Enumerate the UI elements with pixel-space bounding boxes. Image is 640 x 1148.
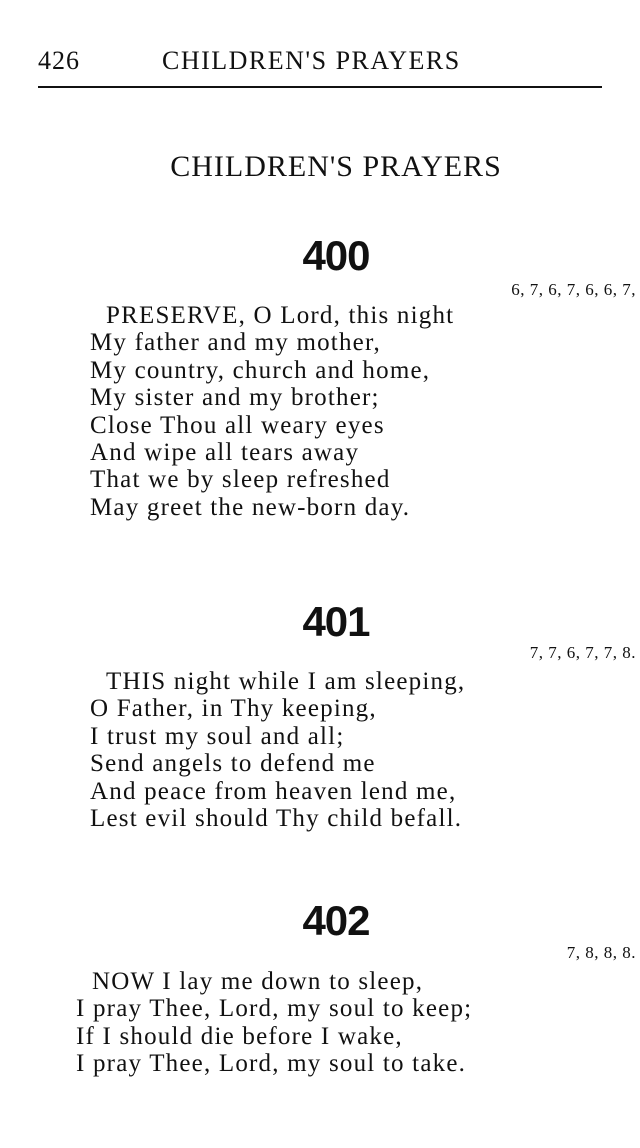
verse-line: I pray Thee, Lord, my soul to keep; (76, 995, 473, 1023)
verse-line: I trust my soul and all; (90, 722, 345, 750)
verse-line: And wipe all tears away (90, 438, 360, 466)
verse-line: That we by sleep refreshed (90, 466, 391, 494)
running-head (38, 46, 602, 88)
verse-line: And peace from heaven lend me, (90, 777, 457, 805)
verse-line: May greet the new-born day. (90, 493, 411, 521)
hymn-number: 401 (302, 598, 370, 645)
verse-line: Send angels to defend me (90, 750, 376, 778)
hymn-number: 402 (302, 897, 370, 944)
verse-line: My country, church and home, (90, 356, 431, 384)
verse-line: PRESERVE, O Lord, this night (106, 302, 455, 329)
hymn-verse (90, 668, 465, 832)
hymn-meter: 7, 7, 6, 7, 7, 8. (529, 643, 636, 662)
running-title: CHILDREN'S PRAYERS (162, 46, 461, 75)
verse-line: THIS night while I am sleeping, (106, 668, 466, 695)
hymn-number: 400 (302, 232, 370, 279)
hymn-verse (76, 968, 472, 1078)
verse-line: My father and my mother, (90, 329, 381, 357)
hymn-meter: 6, 7, 6, 7, 6, 6, 7, (511, 280, 636, 299)
verse-line: Lest evil should Thy child befall. (90, 804, 463, 832)
verse-line: I pray Thee, Lord, my soul to take. (76, 1050, 467, 1078)
verse-line: O Father, in Thy keeping, (90, 695, 377, 723)
verse-line: Close Thou all weary eyes (90, 411, 385, 439)
hymn-meter: 7, 8, 8, 8. (566, 943, 636, 962)
verse-line: My sister and my brother; (90, 384, 380, 412)
section-title: CHILDREN'S PRAYERS (170, 150, 502, 183)
page-number: 426 (38, 46, 80, 75)
hymn-verse (90, 302, 454, 521)
verse-line: NOW I lay me down to sleep, (92, 968, 424, 995)
verse-line: If I should die before I wake, (76, 1022, 403, 1050)
